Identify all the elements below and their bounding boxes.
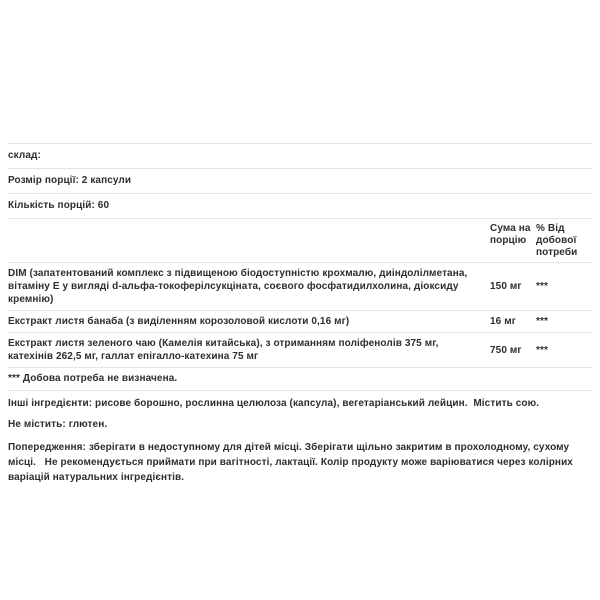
free-of-statement: Не містить: глютен. <box>8 419 108 430</box>
servings-per-container: Кількість порцій: 60 <box>8 193 592 218</box>
warnings-paragraph: Попередження: зберігати в недоступному для дітей місці. Зберігати щільно закритим в прохолодному, сухому місці. Не рекомендується приймати при вагітності, лактації. Колір продукту може варіюватися через колірних варіацій натуральних інгредієнтів. <box>8 442 576 483</box>
ingredient-daily-value: *** <box>536 281 548 292</box>
ingredient-amount: 750 мг <box>490 344 522 356</box>
serving-size: Розмір порції: 2 капсули <box>8 168 592 193</box>
table-row-banaba <box>8 310 592 332</box>
ingredient-name: Екстракт листя банаба (з виділенням корозоловой кислоти 0,16 мг) <box>8 316 350 327</box>
ingredient-amount: 16 мг <box>490 316 516 327</box>
daily-value-footnote: *** Добова потреба не визначена. <box>8 367 592 391</box>
supplement-facts-panel <box>8 143 592 485</box>
table-row-dim <box>8 262 592 310</box>
table-row-green-tea <box>8 332 592 367</box>
ingredient-daily-value: *** <box>536 316 548 327</box>
ingredient-name: DIM (запатентований комплекс з підвищеною біодоступністю крохмалю, диіндолілметана, вітаміну Е у вигляді d-альфа-токоферілсукціната, соєвого фосфатидилхолина, діоксиду кремнію) <box>8 268 468 305</box>
facts-table-header <box>8 218 592 262</box>
other-ingredients: Інші інгредієнти: рисове борошно, рослинна целюлоза (капсула), вегетаріанський лейцин. Містить сою. <box>8 398 540 409</box>
ingredient-amount: 150 мг <box>490 281 522 292</box>
ingredient-daily-value: *** <box>536 344 548 356</box>
ingredient-name: Екстракт листя зеленого чаю (Камелія китайська), з отриманням поліфенолів 375 мг, катехінів 262,5 мг, галлат епігалло-катехина 75 мг <box>8 338 439 362</box>
header-spacer <box>8 219 490 227</box>
composition-heading: склад: <box>8 143 592 168</box>
column-header-daily-value: % Від добової потреби <box>536 223 578 258</box>
column-header-amount-per-serving: Сума на порцію <box>490 223 531 246</box>
